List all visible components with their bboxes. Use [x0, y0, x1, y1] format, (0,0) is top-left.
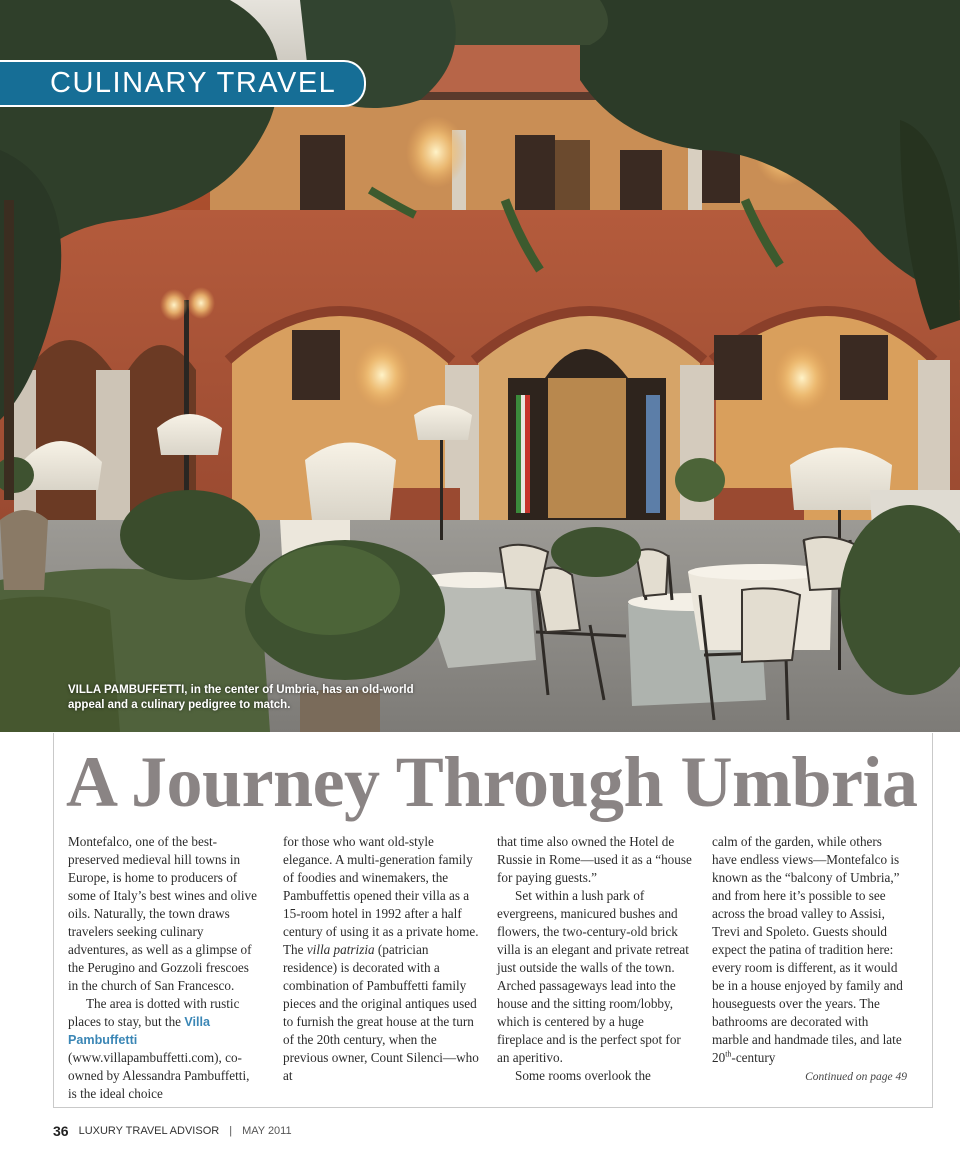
photo-caption — [68, 683, 448, 713]
section-label: CULINARY TRAVEL — [0, 60, 366, 107]
column-3-paragraph-2: Set within a lush park of evergreens, manicured bushes and flowers, the two-century-old brick villa is an elegant and private retreat just outside the walls of the town. Arched passageways lead into the house and the sitting room/lobby, which is centered by a huge fireplace and is the perfect spot for an aperitivo. — [497, 888, 689, 1065]
column-1-paragraph-1: Montefalco, one of the best-preserved medieval hill towns in Europe, is home to producers of some of Italy’s best wines and olive oils. Naturally, the town draws travelers seeking culinary adventures, as well as a glimpse of the Perugino and Gozzoli frescoes in the church of San Francesco. — [68, 834, 257, 993]
article-column-2 — [283, 833, 479, 1085]
column-1-paragraph-2 — [68, 995, 258, 1103]
publication-name: LUXURY TRAVEL ADVISOR — [78, 1125, 220, 1137]
column-3-paragraph-1: that time also owned the Hotel de Russie in Rome—used it as a “house for paying guests.” — [497, 834, 692, 885]
page-footer — [53, 1122, 292, 1140]
caption-text: , in the center of Umbria, has an old-world appeal and a culinary pedigree to match. — [68, 684, 414, 711]
article-headline: A Journey Through Umbria — [66, 742, 918, 822]
paragraph-text: (www.villapambuffetti.com), co-owned by Alessandra Pambuffetti, is the ideal choice — [68, 1050, 250, 1101]
article-column-3 — [497, 833, 693, 1085]
continued-on-link[interactable]: Continued on page 49 — [805, 1071, 907, 1083]
column-4-paragraph-1 — [712, 833, 908, 1067]
italic-term: villa patrizia — [306, 942, 375, 957]
footer-separator: | — [229, 1125, 233, 1137]
article-column-4 — [712, 833, 908, 1067]
article-body — [0, 833, 960, 1101]
article-frame-bottom — [53, 1107, 933, 1108]
villa-pambuffetti-link[interactable]: Villa Pambuffetti — [68, 1015, 211, 1047]
ordinal-suffix: th — [725, 1049, 732, 1059]
column-3-paragraph-3: Some rooms overlook the — [515, 1068, 651, 1083]
caption-lead: VILLA PAMBUFFETTI — [68, 684, 185, 696]
page-number: 36 — [53, 1123, 69, 1139]
column-2-paragraph-1 — [283, 833, 479, 1085]
paragraph-text: (patrician residence) is decorated with a combination of Pambuffetti family pieces and the original antiques used to furnish the great house at the turn of the 20th century, when the previous owner, Count Silenci—who at — [283, 942, 479, 1083]
article-column-1 — [68, 833, 258, 1103]
issue-date: MAY 2011 — [242, 1125, 292, 1137]
paragraph-text: for those who want old-style elegance. A multi-generation family of foodies and winemakers, the Pambuffettis opened their villa as a 15-room hotel in 1992 after a half century of using it as a private home. The — [283, 834, 479, 957]
paragraph-text: The area is dotted with rustic places to stay, but the — [68, 996, 240, 1029]
paragraph-text: calm of the garden, while others have endless views—Montefalco is known as the “balcony of Umbria,” and from here it’s possible to see across the broad valley to Assisi, Trevi and Spoleto. Guests should expect the patina of tradition here: every room is different, as it would be in a house enjoyed by family and houseguests over the years. The bathrooms are decorated with marble and handmade tiles, and late 20 — [712, 834, 903, 1065]
paragraph-text: -century — [731, 1050, 776, 1065]
